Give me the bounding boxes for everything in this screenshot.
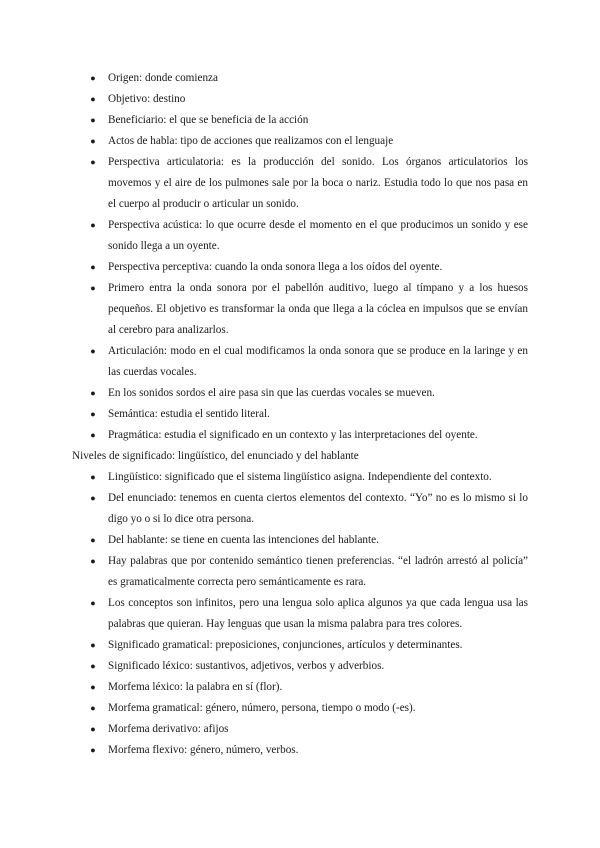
list-item: ● Hay palabras que por contenido semántico tienen preferencias. “el ladrón arrestó al policía” es gramaticalmente correcta pero semánticamente es rara. bbox=[72, 551, 528, 593]
bullet-icon: ● bbox=[90, 640, 96, 650]
list-item: ● Del enunciado: tenemos en cuenta ciertos elementos del contexto. “Yo” no es lo mismo si lo digo yo o si lo dice otra persona. bbox=[72, 488, 528, 530]
bullet-icon: ● bbox=[90, 661, 96, 671]
list-item: ● Los conceptos son infinitos, pero una lengua solo aplica algunos ya que cada lengua usa las palabras que quieran. Hay lenguas que usan la misma palabra para tres colores. bbox=[72, 593, 528, 635]
bullet-list-meaning-levels bbox=[72, 467, 528, 761]
bullet-icon: ● bbox=[90, 598, 96, 608]
bullet-icon: ● bbox=[90, 388, 96, 398]
list-item: ● Pragmática: estudia el significado en un contexto y las interpretaciones del oyente. bbox=[72, 425, 528, 446]
bullet-list-concepts bbox=[72, 68, 528, 446]
list-item: ● En los sonidos sordos el aire pasa sin que las cuerdas vocales se mueven. bbox=[72, 383, 528, 404]
bullet-icon: ● bbox=[90, 556, 96, 566]
bullet-icon: ● bbox=[90, 346, 96, 356]
section-heading: Niveles de significado: lingüístico, del enunciado y del hablante bbox=[72, 450, 359, 462]
bullet-icon: ● bbox=[90, 535, 96, 545]
body-text bbox=[72, 68, 528, 761]
list-item: ● Perspectiva perceptiva: cuando la onda sonora llega a los oídos del oyente. bbox=[72, 257, 528, 278]
list-item: ● Significado léxico: sustantivos, adjetivos, verbos y adverbios. bbox=[72, 656, 528, 677]
list-item: ● Significado gramatical: preposiciones, conjunciones, artículos y determinantes. bbox=[72, 635, 528, 656]
bullet-icon: ● bbox=[90, 493, 96, 503]
bullet-icon: ● bbox=[90, 283, 96, 293]
list-item: ● Morfema gramatical: género, número, persona, tiempo o modo (-es). bbox=[72, 698, 528, 719]
bullet-icon: ● bbox=[90, 472, 96, 482]
list-item: ● Perspectiva acústica: lo que ocurre desde el momento en el que producimos un sonido y ese sonido llega a un oyente. bbox=[72, 215, 528, 257]
bullet-icon: ● bbox=[90, 115, 96, 125]
list-item: ● Objetivo: destino bbox=[72, 89, 528, 110]
bullet-icon: ● bbox=[90, 703, 96, 713]
bullet-icon: ● bbox=[90, 262, 96, 272]
list-item: ● Articulación: modo en el cual modificamos la onda sonora que se produce en la laringe y en las cuerdas vocales. bbox=[72, 341, 528, 383]
bullet-icon: ● bbox=[90, 430, 96, 440]
bullet-icon: ● bbox=[90, 682, 96, 692]
bullet-icon: ● bbox=[90, 409, 96, 419]
list-item: ● Lingüístico: significado que el sistema lingüístico asigna. Independiente del contexto. bbox=[72, 467, 528, 488]
list-item: ● Actos de habla: tipo de acciones que realizamos con el lenguaje bbox=[72, 131, 528, 152]
bullet-icon: ● bbox=[90, 724, 96, 734]
bullet-icon: ● bbox=[90, 745, 96, 755]
list-item: ● Morfema léxico: la palabra en sí (flor). bbox=[72, 677, 528, 698]
bullet-icon: ● bbox=[90, 157, 96, 167]
bullet-icon: ● bbox=[90, 94, 96, 104]
bullet-icon: ● bbox=[90, 220, 96, 230]
list-item: ● Origen: donde comienza bbox=[72, 68, 528, 89]
list-item: ● Del hablante: se tiene en cuenta las intenciones del hablante. bbox=[72, 530, 528, 551]
list-item: ● Morfema derivativo: afijos bbox=[72, 719, 528, 740]
list-item: ● Primero entra la onda sonora por el pabellón auditivo, luego al tímpano y a los huesos pequeños. El objetivo es transformar la onda que llega a la cóclea en impulsos que se envían al cerebro para analizarlos. bbox=[72, 278, 528, 341]
list-item: ● Perspectiva articulatoria: es la producción del sonido. Los órganos articulatorios los movemos y el aire de los pulmones sale por la boca o nariz. Estudia todo lo que nos pasa en el cuerpo al producir o articular un sonido. bbox=[72, 152, 528, 215]
bullet-icon: ● bbox=[90, 73, 96, 83]
list-item: ● Beneficiario: el que se beneficia de la acción bbox=[72, 110, 528, 131]
list-item: ● Morfema flexivo: género, número, verbos. bbox=[72, 740, 528, 761]
bullet-icon: ● bbox=[90, 136, 96, 146]
list-item: ● Semántica: estudia el sentido literal. bbox=[72, 404, 528, 425]
